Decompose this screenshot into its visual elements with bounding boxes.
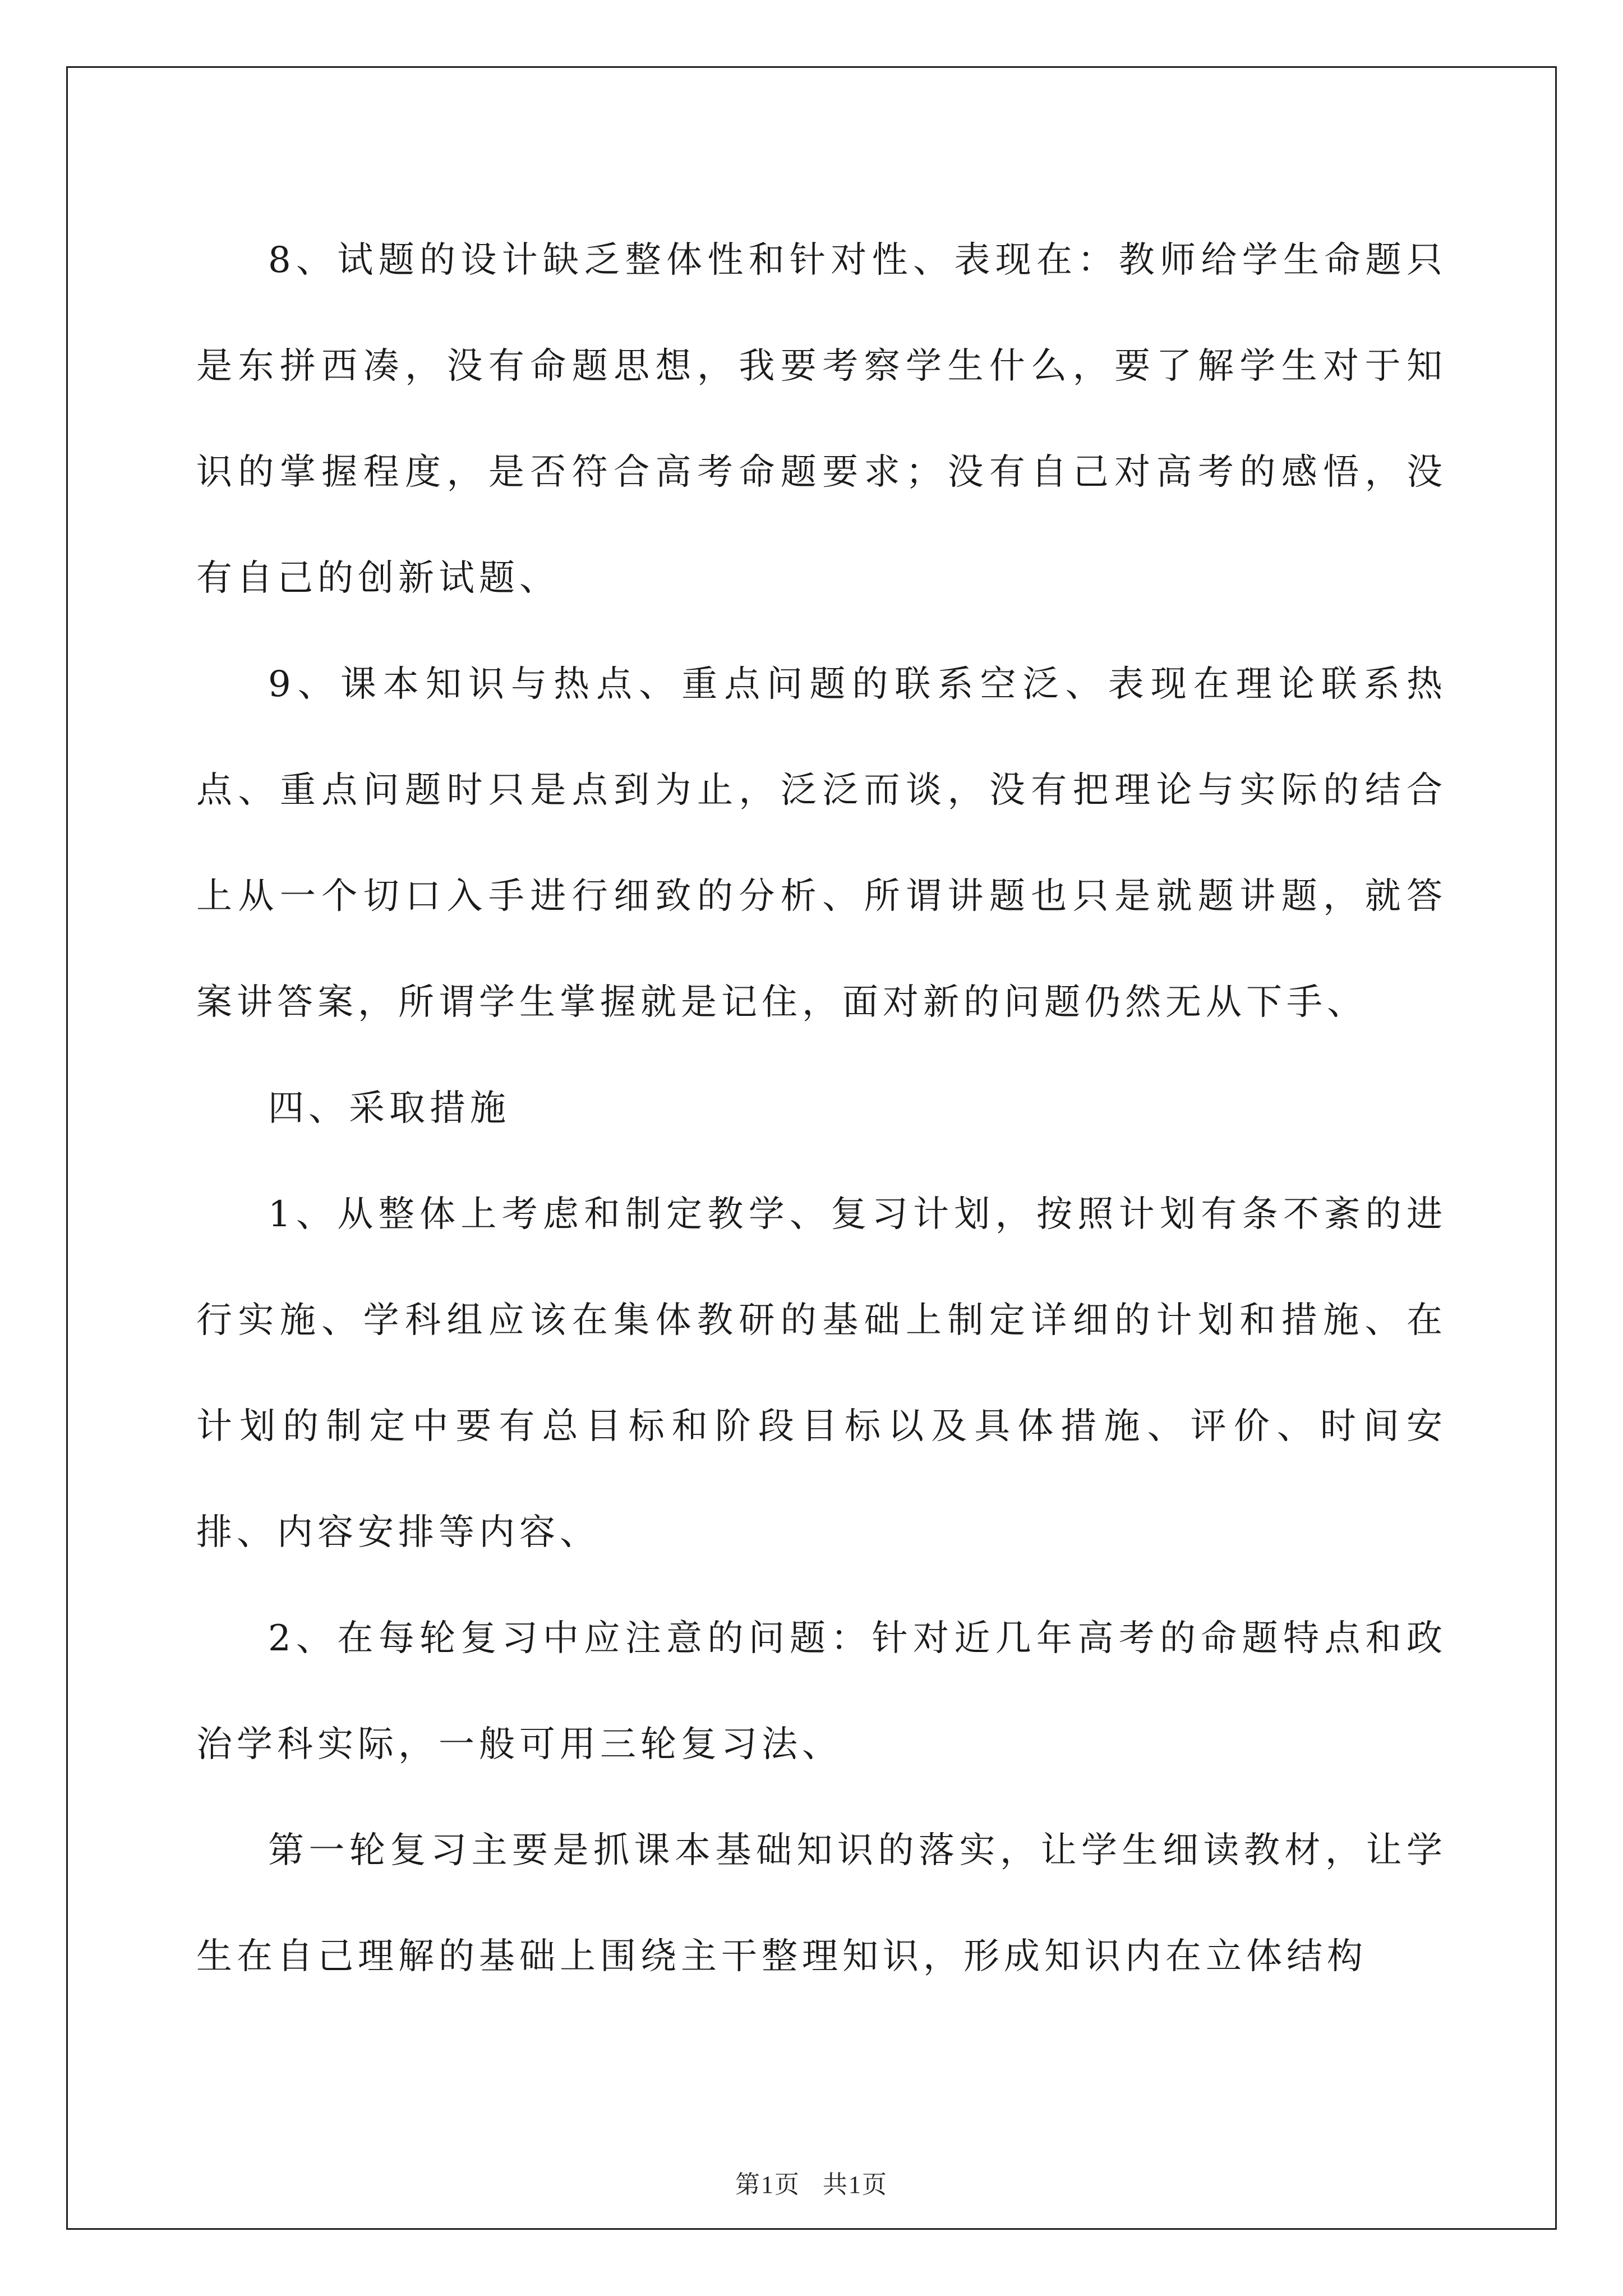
page-total: 共1页 [823,2171,888,2198]
paragraph-first-round: 第一轮复习主要是抓课本基础知识的落实，让学生细读教材，让学生在自己理解的基础上围绕主干整理知识，形成知识内在立体结构 [196,1830,1447,1977]
paragraph-item-9: 9、课本知识与热点、重点问题的联系空泛、表现在理论联系热点、重点问题时只是点到为止，泛泛而谈，没有把理论与实际的结合上从一个切口入手进行细致的分析、所谓讲题也只是就题讲题，就答案讲答案，所谓学生掌握就是记住，面对新的问题仍然无从下手、 [196,664,1447,1023]
document-body [196,208,1447,2010]
page-footer [0,2164,1623,2200]
paragraph-measure-1: 1、从整体上考虑和制定教学、复习计划，按照计划有条不紊的进行实施、学科组应该在集体教研的基础上制定详细的计划和措施、在计划的制定中要有总目标和阶段目标以及具体措施、评价、时间安排、内容安排等内容、 [196,1194,1447,1553]
paragraph-item-8: 8、试题的设计缺乏整体性和针对性、表现在：教师给学生命题只是东拼西凑，没有命题思想，我要考察学生什么，要了解学生对于知识的掌握程度，是否符合高考命题要求；没有自己对高考的感悟，没有自己的创新试题、 [196,240,1447,599]
page-number: 第1页 [735,2171,800,2198]
section-heading: 四、采取措施 [268,1088,510,1129]
paragraph-measure-2: 2、在每轮复习中应注意的问题：针对近几年高考的命题特点和政治学科实际，一般可用三轮复习法、 [196,1618,1447,1765]
